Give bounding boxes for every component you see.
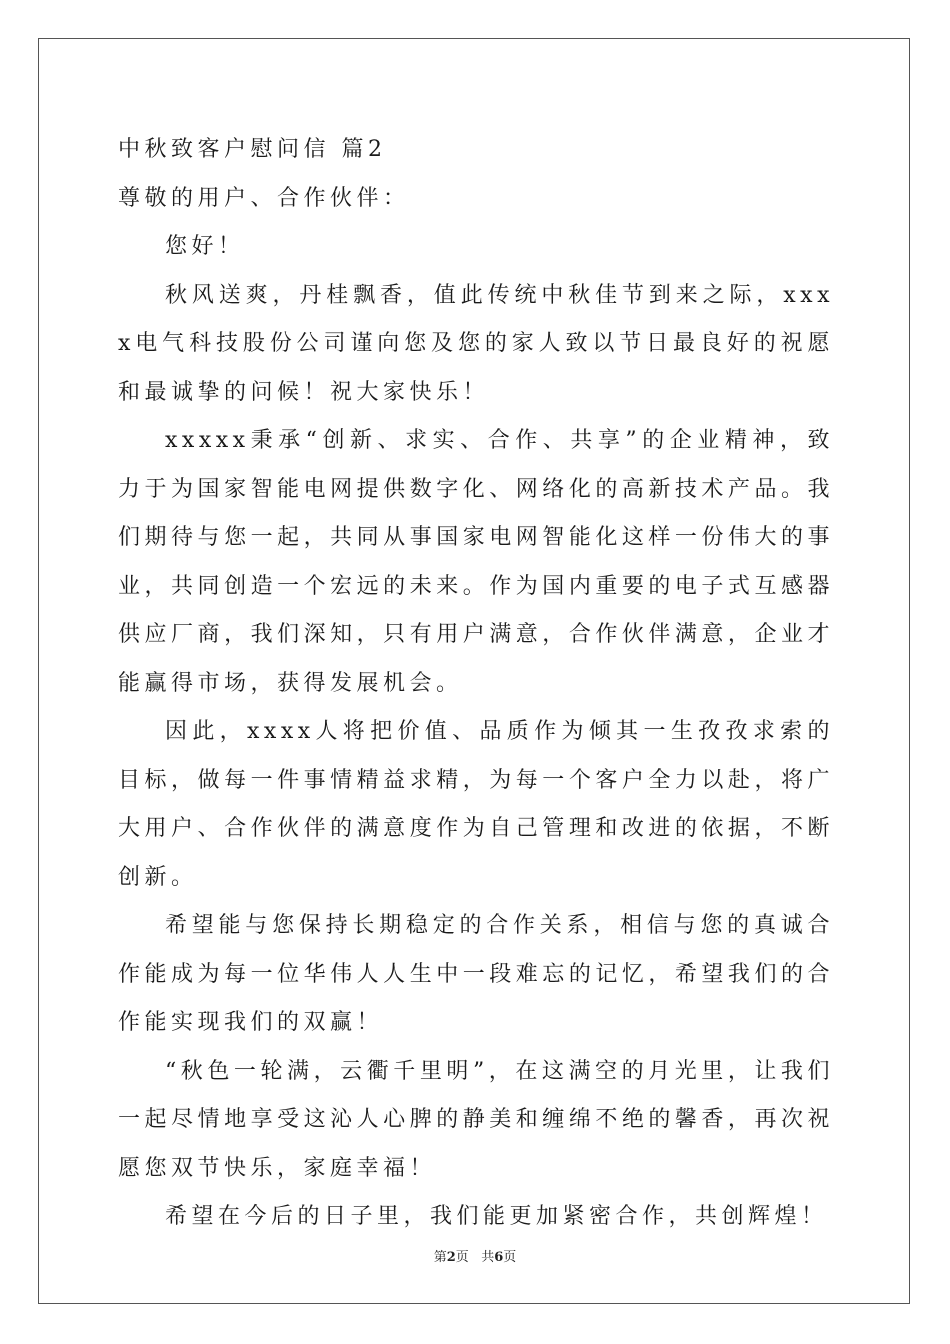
letter-title: 中秋致客户慰问信 篇2 xyxy=(118,137,387,162)
paragraph-2: xxxxx秉承“创新、求实、合作、共享”的企业精神，致力于为国家智能电网提供数字化、网络化的高新技术产品。我们期待与您一起，共同从事国家电网智能化这样一份伟大的事业，共同创造一个宏远的未来。作为国内重要的电子式互感器供应厂商，我们深知，只有用户满意，合作伙伴满意，企业才能赢得市场，获得发展机会。 xyxy=(118,428,834,696)
letter-body xyxy=(118,126,834,1242)
paragraph-3: 因此，xxxx人将把价值、品质作为倾其一生孜孜求索的目标，做每一件事情精益求精，为每一个客户全力以赴，将广大用户、合作伙伴的满意度作为自己管理和改进的依据，不断创新。 xyxy=(118,719,834,890)
paragraph-1: 秋风送爽，丹桂飘香，值此传统中秋佳节到来之际，xxxx电气科技股份公司谨向您及您的家人致以节日最良好的祝愿和最诚挚的问候！祝大家快乐！ xyxy=(118,282,834,405)
page-prefix: 第 xyxy=(433,1250,447,1265)
page-suffix: 页 xyxy=(455,1250,469,1265)
paragraph-6: 希望在今后的日子里，我们能更加紧密合作，共创辉煌！ xyxy=(165,1204,828,1229)
total-prefix: 共 xyxy=(481,1250,495,1265)
letter-greeting: 您好！ xyxy=(165,234,245,259)
page-footer xyxy=(0,1246,950,1265)
total-pages: 6 xyxy=(494,1250,504,1265)
paragraph-5: “秋色一轮满，云衢千里明”，在这满空的月光里，让我们一起尽情地享受这沁人心脾的静美和缠绵不绝的馨香，再次祝愿您双节快乐，家庭幸福！ xyxy=(118,1058,834,1181)
paragraph-4: 希望能与您保持长期稳定的合作关系，相信与您的真诚合作能成为每一位华伟人人生中一段难忘的记忆，希望我们的合作能实现我们的双赢！ xyxy=(118,913,834,1035)
page-number: 2 xyxy=(446,1250,456,1265)
letter-salutation: 尊敬的用户、合作伙伴： xyxy=(118,185,410,211)
total-suffix: 页 xyxy=(503,1250,517,1265)
